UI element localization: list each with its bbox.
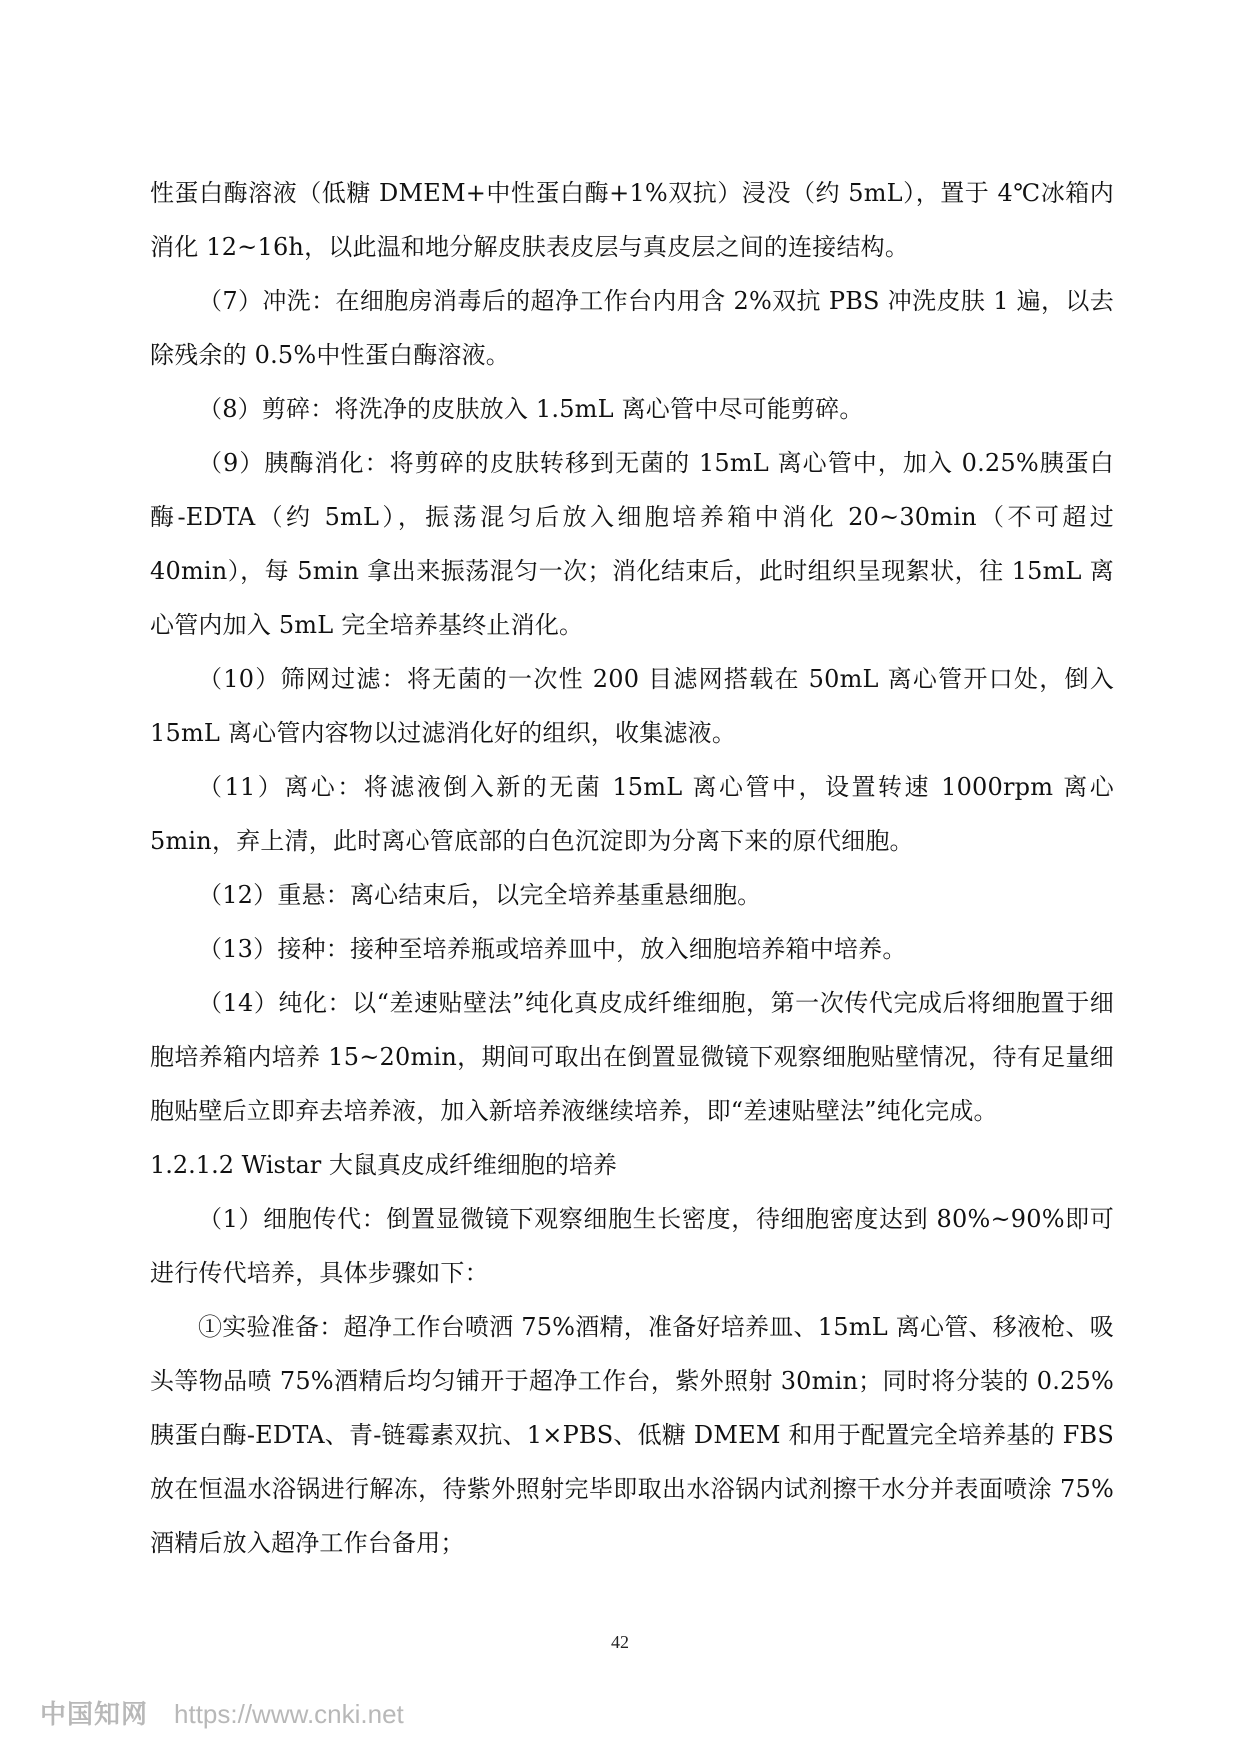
paragraph-cell-passage: （1）细胞传代：倒置显微镜下观察细胞生长密度，待细胞密度达到 80%~90%即可进行传代培养，具体步骤如下： [150, 1205, 1114, 1287]
paragraph-step-10: （10）筛网过滤：将无菌的一次性 200 目滤网搭载在 50mL 离心管开口处，倒入 15mL 离心管内容物以过滤消化好的组织，收集滤液。 [150, 665, 1114, 747]
paragraph-continuation: 性蛋白酶溶液（低糖 DMEM+中性蛋白酶+1%双抗）浸没（约 5mL），置于 4℃冰箱内消化 12~16h，以此温和地分解皮肤表皮层与真皮层之间的连接结构。 [150, 179, 1114, 261]
paragraph-step-14: （14）纯化：以“差速贴壁法”纯化真皮成纤维细胞，第一次传代完成后将细胞置于细胞培养箱内培养 15~20min，期间可取出在倒置显微镜下观察细胞贴壁情况，待有足量细胞贴壁后立即弃去培养液，加入新培养液继续培养，即“差速贴壁法”纯化完成。 [150, 989, 1114, 1125]
section-heading: 1.2.1.2 Wistar 大鼠真皮成纤维细胞的培养 [150, 1151, 617, 1179]
paragraph-step-11: （11）离心：将滤液倒入新的无菌 15mL 离心管中，设置转速 1000rpm 离心 5min，弃上清，此时离心管底部的白色沉淀即为分离下来的原代细胞。 [150, 773, 1114, 855]
paragraph-experiment-prep: ①实验准备：超净工作台喷洒 75%酒精，准备好培养皿、15mL 离心管、移液枪、吸头等物品喷 75%酒精后均匀铺开于超净工作台，紫外照射 30min；同时将分装的 0.25%胰蛋白酶-EDTA、青-链霉素双抗、1×PBS、低糖 DMEM 和用于配置完全培养基的 FBS 放在恒温水浴锅进行解冻，待紫外照射完毕即取出水浴锅内试剂擦干水分并表面喷涂 75%酒精后放入超净工作台备用； [150, 1313, 1114, 1557]
page-number: 42 [611, 1632, 629, 1652]
cnki-watermark [40, 1694, 404, 1731]
paragraph-step-9: （9）胰酶消化：将剪碎的皮肤转移到无菌的 15mL 离心管中，加入 0.25%胰蛋白酶-EDTA（约 5mL），振荡混匀后放入细胞培养箱中消化 20~30min（不可超过 40min），每 5min 拿出来振荡混匀一次；消化结束后，此时组织呈现絮状，往 15mL 离心管内加入 5mL 完全培养基终止消化。 [150, 449, 1114, 639]
paragraph-step-7: （7）冲洗：在细胞房消毒后的超净工作台内用含 2%双抗 PBS 冲洗皮肤 1 遍，以去除残余的 0.5%中性蛋白酶溶液。 [150, 287, 1114, 369]
watermark-brand: 中国知网 [40, 1699, 149, 1729]
paragraph-step-13: （13）接种：接种至培养瓶或培养皿中，放入细胞培养箱中培养。 [198, 935, 907, 963]
page-content [150, 166, 1114, 1570]
paragraph-step-8: （8）剪碎：将洗净的皮肤放入 1.5mL 离心管中尽可能剪碎。 [198, 395, 864, 423]
paragraph-step-12: （12）重悬：离心结束后，以完全培养基重悬细胞。 [198, 881, 762, 909]
watermark-url: https://www.cnki.net [174, 1699, 404, 1729]
